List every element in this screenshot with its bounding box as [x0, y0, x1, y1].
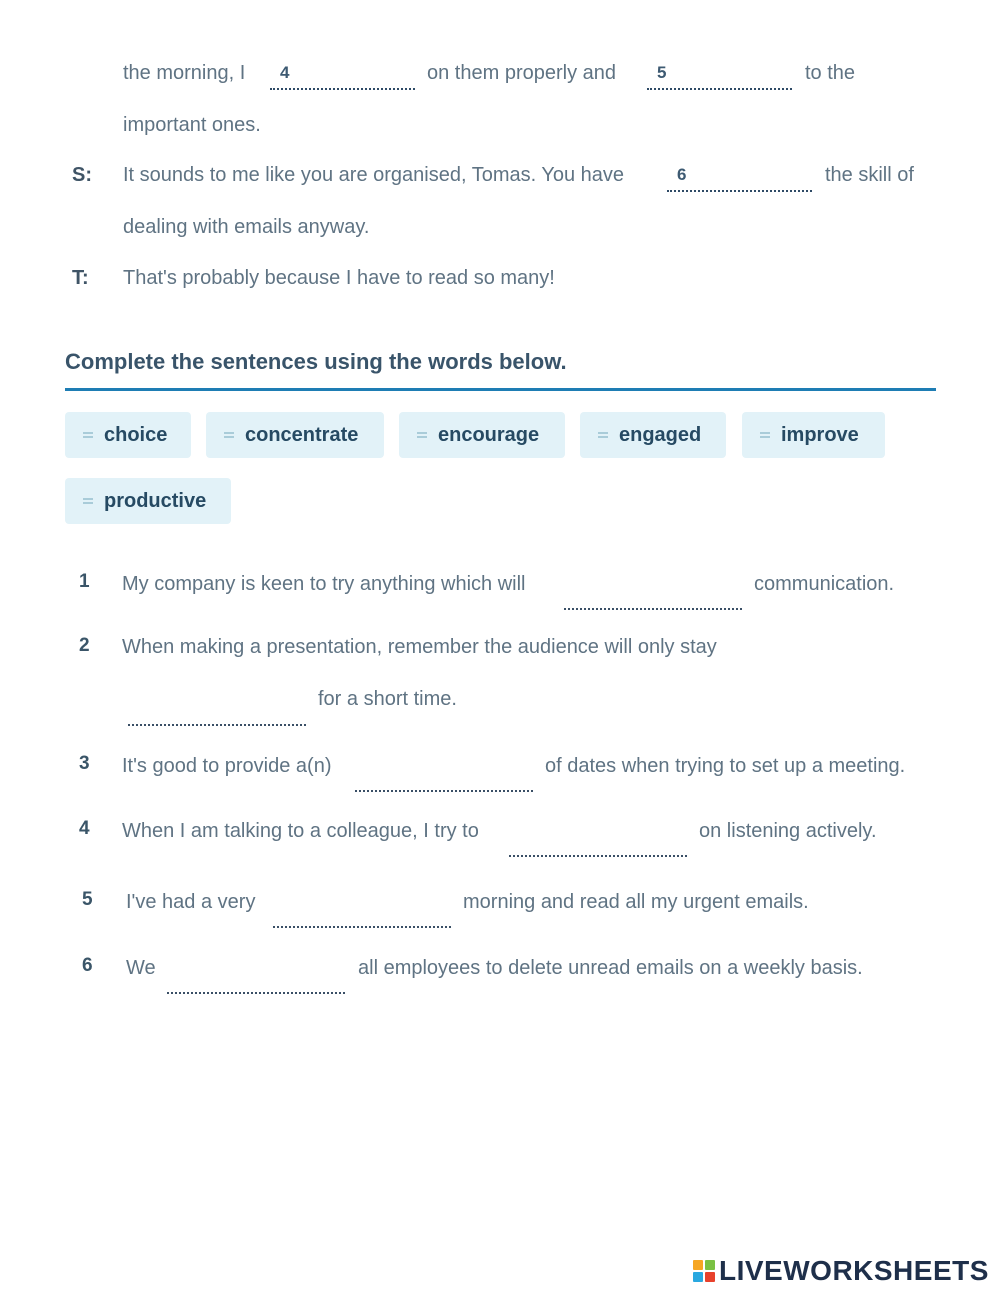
drop-zone-2[interactable]	[128, 722, 306, 726]
dialogue-text: That's probably because I have to read so many!	[123, 267, 555, 289]
drop-zone-1[interactable]	[564, 606, 742, 610]
sentence-number: 3	[79, 753, 90, 774]
sentence-number: 1	[79, 571, 90, 592]
answer-blank-4[interactable]	[270, 64, 415, 90]
sentence-text: for a short time.	[318, 688, 457, 710]
sentence-text: We	[126, 957, 156, 979]
dialogue-text: dealing with emails anyway.	[123, 216, 370, 238]
drop-zone-4[interactable]	[509, 853, 687, 857]
drag-handle-icon	[83, 498, 93, 504]
word-chip-improve[interactable]	[742, 412, 885, 458]
word-chip-choice[interactable]	[65, 412, 191, 458]
word-chip-engaged[interactable]	[580, 412, 726, 458]
chip-label: productive	[104, 489, 207, 512]
sentence-text: all employees to delete unread emails on a weekly basis.	[358, 957, 863, 979]
speaker-label: S:	[72, 164, 92, 186]
dialogue-text: the morning, I	[123, 62, 246, 84]
sentence-text: morning and read all my urgent emails.	[463, 891, 809, 913]
dialogue-text: the skill of	[825, 164, 914, 186]
liveworksheets-logo[interactable]	[693, 1255, 989, 1287]
blank-number: 5	[657, 63, 667, 82]
dialogue-text: It sounds to me like you are organised, Tomas. You have	[123, 164, 625, 186]
drag-handle-icon	[83, 432, 93, 438]
dialogue-text: on them properly and	[427, 62, 617, 84]
drag-handle-icon	[224, 432, 234, 438]
sentence-number: 5	[82, 889, 93, 910]
logo-text: LIVEWORKSHEETS	[719, 1255, 989, 1286]
answer-blank-5[interactable]	[647, 64, 792, 90]
sentence-text: When I am talking to a colleague, I try to	[122, 820, 479, 842]
sentence-text: When making a presentation, remember the audience will only stay	[122, 636, 717, 658]
sentence-text: My company is keen to try anything which will	[122, 573, 526, 595]
drop-zone-3[interactable]	[355, 788, 533, 792]
blank-number: 6	[677, 165, 687, 184]
drag-handle-icon	[417, 432, 427, 438]
answer-blank-6[interactable]	[667, 166, 812, 192]
sentence-number: 4	[79, 818, 90, 839]
speaker-label: T:	[72, 267, 89, 289]
sentence-text: of dates when trying to set up a meeting.	[545, 755, 906, 777]
chip-label: concentrate	[245, 423, 359, 446]
sentence-number: 2	[79, 635, 90, 656]
heading-divider	[65, 388, 936, 391]
sentence-text: I've had a very	[126, 891, 256, 913]
drop-zone-5[interactable]	[273, 924, 451, 928]
logo-squares-icon	[693, 1260, 715, 1282]
word-chip-encourage[interactable]	[399, 412, 565, 458]
sentence-text: communication.	[754, 573, 895, 595]
chip-label: choice	[104, 423, 168, 446]
sentence-text: on listening actively.	[699, 820, 877, 842]
chip-label: improve	[781, 423, 859, 446]
drag-handle-icon	[760, 432, 770, 438]
drop-zone-6[interactable]	[167, 990, 345, 994]
sentence-text: It's good to provide a(n)	[122, 755, 332, 777]
word-chip-concentrate[interactable]	[206, 412, 384, 458]
word-chip-productive[interactable]	[65, 478, 231, 524]
chip-label: engaged	[619, 423, 702, 446]
sentence-number: 6	[82, 955, 93, 976]
chip-label: encourage	[438, 423, 540, 446]
dialogue-text: important ones.	[123, 114, 261, 136]
blank-number: 4	[280, 63, 290, 82]
section-heading: Complete the sentences using the words below.	[65, 349, 567, 374]
dialogue-text: to the	[805, 62, 856, 84]
drag-handle-icon	[598, 432, 608, 438]
